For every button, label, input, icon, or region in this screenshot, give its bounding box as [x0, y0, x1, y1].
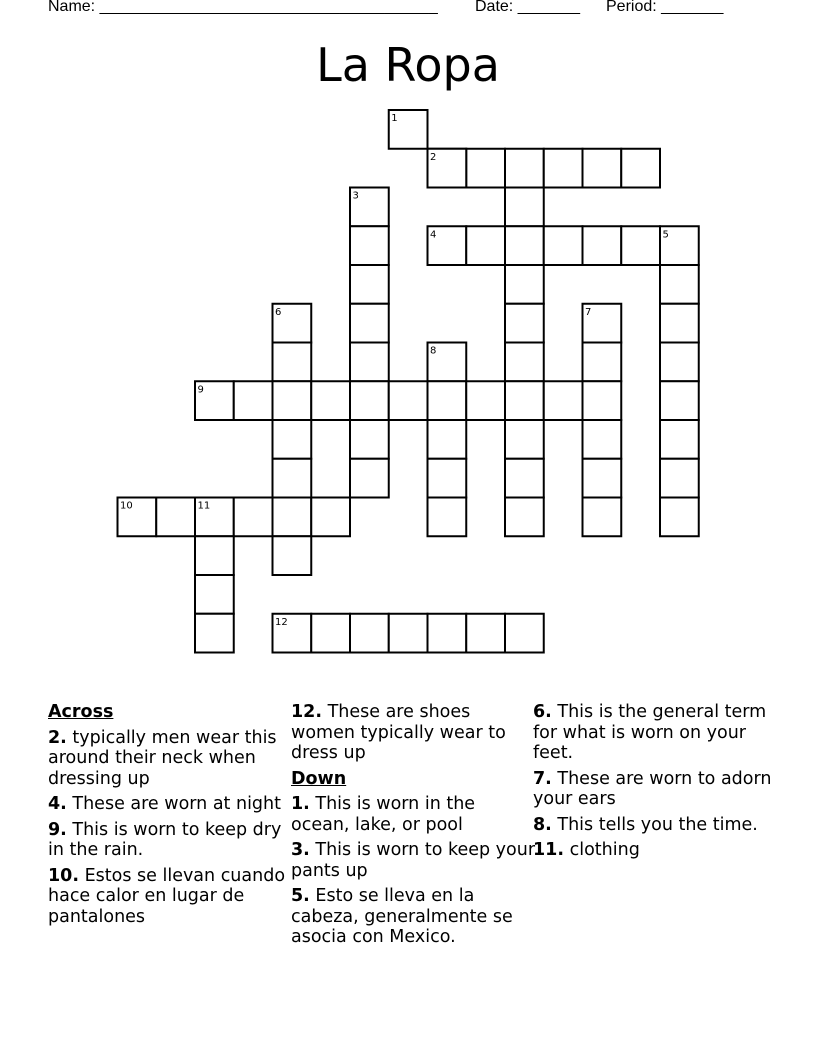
clue-number-5: 5 [662, 229, 669, 241]
page-title: La Ropa [316, 38, 500, 92]
grid-cell[interactable] [505, 498, 544, 537]
grid-cell[interactable] [428, 459, 467, 498]
grid-cell[interactable] [195, 575, 234, 614]
grid-cell[interactable] [273, 343, 312, 382]
grid-cell-4[interactable] [428, 226, 467, 265]
grid-cell[interactable] [428, 614, 467, 653]
grid-cell[interactable] [660, 498, 699, 537]
grid-cell-8[interactable] [428, 343, 467, 382]
grid-cell[interactable] [466, 381, 505, 420]
grid-cell[interactable] [466, 226, 505, 265]
grid-cell-12[interactable] [273, 614, 312, 653]
grid-cell[interactable] [466, 149, 505, 188]
grid-cell[interactable] [273, 420, 312, 459]
clue-number-10: 10 [120, 500, 133, 512]
grid-cell[interactable] [544, 149, 583, 188]
grid-cell-3[interactable] [350, 188, 389, 227]
grid-cell-10[interactable] [118, 498, 157, 537]
grid-cell-6[interactable] [273, 304, 312, 343]
grid-cell[interactable] [544, 381, 583, 420]
grid-cell[interactable] [660, 459, 699, 498]
grid-cell[interactable] [505, 459, 544, 498]
grid-cell[interactable] [350, 304, 389, 343]
grid-cell[interactable] [350, 459, 389, 498]
grid-cell[interactable] [273, 536, 312, 575]
clue-down-7: 7. These are worn to adorn your ears [533, 768, 772, 809]
grid-cell[interactable] [583, 420, 622, 459]
grid-cell[interactable] [505, 226, 544, 265]
down-heading: Down [291, 768, 347, 789]
grid-cell[interactable] [583, 149, 622, 188]
grid-cell[interactable] [583, 381, 622, 420]
clue-down-8: 8. This tells you the time. [533, 814, 758, 835]
clue-number-3: 3 [352, 190, 359, 202]
clue-number-2: 2 [430, 151, 437, 163]
grid-cell-1[interactable] [389, 110, 428, 149]
grid-cell[interactable] [234, 381, 273, 420]
grid-cell[interactable] [660, 420, 699, 459]
clue-number-6: 6 [275, 306, 282, 318]
clue-number-12: 12 [275, 616, 288, 628]
grid-cell[interactable] [311, 614, 350, 653]
grid-cell[interactable] [311, 381, 350, 420]
grid-cell[interactable] [466, 614, 505, 653]
grid-cell[interactable] [350, 614, 389, 653]
grid-cell[interactable] [273, 498, 312, 537]
clue-number-4: 4 [430, 229, 437, 241]
across-heading: Across [48, 702, 114, 722]
grid-cell[interactable] [505, 149, 544, 188]
grid-cell[interactable] [660, 343, 699, 382]
grid-cell[interactable] [621, 226, 660, 265]
clue-down-1: 1. This is worn in the ocean, lake, or pool [291, 794, 476, 835]
grid-cell[interactable] [505, 304, 544, 343]
grid-cell[interactable] [505, 381, 544, 420]
grid-cell[interactable] [195, 536, 234, 575]
grid-cell[interactable] [311, 498, 350, 537]
grid-cell[interactable] [505, 188, 544, 227]
grid-cell[interactable] [350, 343, 389, 382]
grid-cell[interactable] [544, 226, 583, 265]
grid-cell[interactable] [389, 381, 428, 420]
grid-cell-2[interactable] [428, 149, 467, 188]
clue-across-4: 4. These are worn at night [48, 794, 281, 814]
grid-cell[interactable] [350, 420, 389, 459]
grid-cell[interactable] [273, 459, 312, 498]
grid-cell[interactable] [195, 614, 234, 653]
grid-cell[interactable] [583, 343, 622, 382]
grid-cell[interactable] [350, 265, 389, 304]
header-fields [48, 0, 748, 20]
grid-cell[interactable] [660, 265, 699, 304]
clue-number-8: 8 [430, 345, 437, 357]
clues-column-3 [533, 702, 778, 866]
grid-cell[interactable] [389, 614, 428, 653]
grid-cell-9[interactable] [195, 381, 234, 420]
date-field[interactable]: Date: _______ [475, 0, 580, 15]
clues-column-2 [291, 702, 536, 953]
grid-cell[interactable] [428, 381, 467, 420]
clue-across-12: 12. These are shoes women typically wear to dress up [291, 702, 506, 763]
grid-cell-5[interactable] [660, 226, 699, 265]
grid-cell[interactable] [583, 226, 622, 265]
clue-across-9: 9. This is worn to keep dry in the rain. [48, 819, 282, 860]
grid-cell[interactable] [350, 381, 389, 420]
grid-cell[interactable] [156, 498, 195, 537]
grid-cell[interactable] [428, 498, 467, 537]
grid-cell[interactable] [505, 343, 544, 382]
clue-number-1: 1 [391, 113, 398, 124]
clue-number-11: 11 [197, 500, 211, 512]
grid-cell[interactable] [583, 498, 622, 537]
grid-cell[interactable] [583, 459, 622, 498]
clue-down-11: 11. clothing [533, 840, 640, 860]
grid-cell[interactable] [505, 420, 544, 459]
clue-across-2: 2. typically men wear this around their neck when dressing up [48, 727, 277, 789]
grid-cell[interactable] [428, 420, 467, 459]
grid-cell[interactable] [505, 614, 544, 653]
grid-cell[interactable] [273, 381, 312, 420]
clue-number-9: 9 [197, 384, 204, 396]
period-field[interactable]: Period: _______ [606, 0, 724, 15]
grid-cell-7[interactable] [583, 304, 622, 343]
grid-cell[interactable] [350, 226, 389, 265]
grid-cell[interactable] [660, 304, 699, 343]
grid-cell[interactable] [234, 498, 273, 537]
clue-number-7: 7 [585, 306, 592, 318]
clue-down-6: 6. This is the general term for what is worn on your feet. [533, 702, 767, 763]
clues-column-1 [48, 702, 293, 932]
clue-across-10: 10. Estos se llevan cuando hace calor en lugar de pantalones [48, 865, 286, 927]
clue-down-5: 5. Esto se lleva en la cabeza, generalmente se asocia con Mexico. [291, 886, 513, 947]
clue-down-3: 3. This is worn to keep your pants up [291, 840, 536, 881]
name-field[interactable]: Name: ______________________________________ [48, 0, 438, 15]
grid-cell[interactable] [660, 381, 699, 420]
grid-cell[interactable] [505, 265, 544, 304]
grid-cell[interactable] [621, 149, 660, 188]
grid-cell-11[interactable] [195, 498, 234, 537]
